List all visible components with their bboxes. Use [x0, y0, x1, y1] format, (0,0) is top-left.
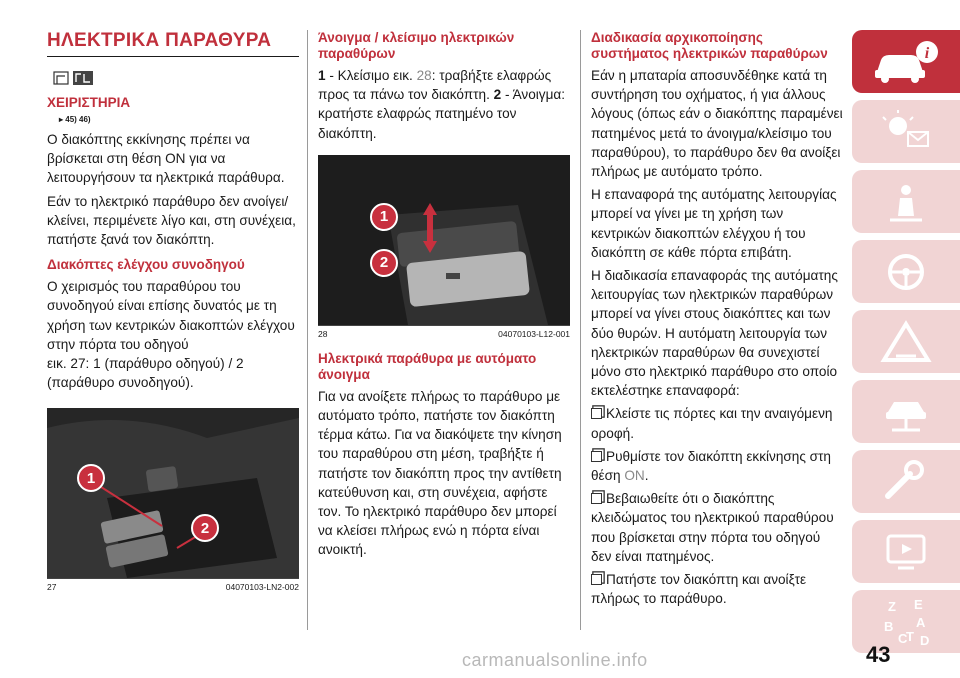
page-number: 43: [866, 642, 891, 667]
alphabet-index-icon: [876, 597, 936, 647]
paragraph: Εάν το ηλεκτρικό παράθυρο δεν ανοίγει/κλείνει, περιμένετε λίγο και, στη συνέχεια, πατήστε ξανά τον διακόπτη.: [47, 193, 296, 248]
paragraph: Η διαδικασία επαναφοράς της αυτόματης λειτουργίας των ηλεκτρικών παραθύρων μπορεί να γίνει στους διακόπτες και των δύο θυρών. Η αυτόματη λειτουργία των ηλεκτρικών παραθύρων θα συνεχιστεί μόνο στο ηλεκτρικό παράθυρο στο οποίο εκτελέστηκε επαναφορά:: [591, 268, 838, 399]
note-arrow-icon: ▸: [59, 115, 64, 124]
column-divider: [580, 30, 581, 630]
page-title: ΗΛΕΚΤΡΙΚΑ ΠΑΡΑΘΥΡΑ: [47, 30, 299, 57]
paragraph: Η επαναφορά της αυτόματης λειτουργίας μπορεί να γίνει με τη χρήση των κεντρικών διακοπτών ελέγχου ή του διακόπτη σε κάθε πόρτα επιβάτη.: [591, 187, 837, 260]
paragraph: Ο χειρισμός του παραθύρου του συνοδηγού είναι επίσης δυνατός με τη χρήση των κεντρικών διακοπτών ελέγχου στην πόρτα του οδηγού: [47, 279, 295, 352]
tab-emergency[interactable]: [852, 310, 960, 373]
checkbox-icon: [591, 451, 602, 462]
tab-specs[interactable]: [852, 450, 960, 513]
paragraph: εικ. 27: 1 (παράθυρο οδηγού) / 2 (παράθυρο συνοδηγού).: [47, 356, 244, 391]
tab-dashboard[interactable]: [852, 100, 960, 163]
list-item: Βεβαιωθείτε ότι ο διακόπτης κλειδώματος του ηλεκτρικού παραθύρου που βρίσκεται στην πόρτα του οδηγού δεν είναι πατημένος.: [591, 491, 834, 564]
paragraph: Εάν η μπαταρία αποσυνδέθηκε κατά τη συντήρηση του οχήματος, ή για άλλους λόγους (όπως εάν ο διακόπτης παραμένει πατημένος μετά το άνοιγμα/κλείσιμο του παραθύρου), το παράθυρο δεν θα ανοίξει πλήρως με αυτόματο τρόπο.: [591, 68, 843, 180]
svg-text:Z: Z: [888, 598, 896, 614]
column-2: [318, 30, 570, 564]
svg-text:E: E: [914, 596, 923, 612]
paragraph: 1 - Κλείσιμο εικ. 28: τραβήξτε ελαφρώς προς τα πάνω τον διακόπτη. 2 - Άνοιγμα: κρατήστε ελαφρώς πατημένο τον διακόπτη.: [318, 68, 566, 141]
figure-28-caption: 28 04070103-L12-001: [318, 325, 570, 339]
tab-vehicle-info[interactable]: [852, 30, 960, 93]
open-close-heading: Άνοιγμα / κλείσιμο ηλεκτρικών παραθύρων: [318, 30, 515, 61]
checkbox-icon: [591, 408, 602, 419]
tab-safety[interactable]: [852, 170, 960, 233]
column-divider: [307, 30, 308, 630]
warning-triangle-icon: [876, 320, 936, 364]
callout-1-badge: 1: [370, 203, 398, 231]
multimedia-icon: [876, 530, 936, 574]
svg-text:i: i: [924, 44, 930, 62]
section-tabs: [852, 30, 960, 660]
init-procedure-heading: Διαδικασία αρχικοποίησης συστήματος ηλεκτρικών παραθύρων: [591, 30, 828, 61]
svg-text:D: D: [920, 632, 930, 647]
list-item: Ρυθμίστε τον διακόπτη εκκίνησης στη θέση ON.: [591, 448, 831, 484]
list-item: Πατήστε τον διακόπτη και ανοίξτε πλήρως το παράθυρο.: [591, 572, 807, 607]
svg-text:B: B: [884, 618, 894, 634]
passenger-switch-heading: Διακόπτες ελέγχου συνοδηγού: [47, 257, 245, 273]
column-3: [591, 30, 843, 612]
svg-text:T: T: [906, 628, 914, 644]
dashboard-lights-icon: [876, 110, 936, 154]
seat-airbag-icon: [876, 180, 936, 224]
figure-27-caption: 27 04070103-LN2-002: [47, 578, 299, 592]
warning-note-ref: ▸ 45) 46): [59, 115, 91, 124]
paragraph: Για να ανοίξετε πλήρως το παράθυρο με αυτόματο τρόπο, πατήστε τον διακόπτη τέρμα κάτω. Για να διακόψετε την κίνηση του παραθύρου στη μέση, τραβήξτε ή πατήστε τον διακόπτη προς την αντίθετη κατεύθυνση και, στη συνέχεια, αφήστε τον. Το ηλεκτρικό παράθυρο δεν μπορεί να κλείσει πλήρως ενώ η πόρτα είναι ανοικτή.: [318, 388, 562, 558]
list-item: Κλείστε τις πόρτες και την αναιγόμενη οροφή.: [591, 406, 833, 441]
controls-heading: ΧΕΙΡΙΣΤΗΡΙΑ: [47, 95, 131, 110]
auto-window-heading: Ηλεκτρικά παράθυρα με αυτόματο άνοιγμα: [318, 350, 537, 382]
steering-wheel-icon: [876, 250, 936, 294]
tab-multimedia[interactable]: [852, 520, 960, 583]
svg-text:C: C: [898, 630, 908, 646]
callout-1-badge: 1: [77, 464, 105, 492]
tab-maintenance[interactable]: [852, 380, 960, 443]
column-1: [47, 30, 299, 592]
watermark: carmanualsonline.info: [462, 650, 648, 670]
svg-text:A: A: [916, 614, 926, 630]
checkbox-icon: [591, 493, 602, 504]
car-lift-icon: [876, 390, 936, 434]
wrench-icon: [876, 460, 936, 504]
callout-2-badge: 2: [370, 249, 398, 277]
checkbox-icon: [591, 574, 602, 585]
car-info-icon: [871, 40, 941, 84]
window-lock-icon: [53, 69, 299, 87]
figure-27-photo: [47, 408, 299, 578]
figure-28-photo: [318, 155, 570, 325]
paragraph: Ο διακόπτης εκκίνησης πρέπει να βρίσκεται στη θέση ON για να λειτουργήσουν τα ηλεκτρικά παράθυρα.: [47, 132, 285, 186]
callout-2-badge: 2: [191, 514, 219, 542]
tab-driving[interactable]: [852, 240, 960, 303]
